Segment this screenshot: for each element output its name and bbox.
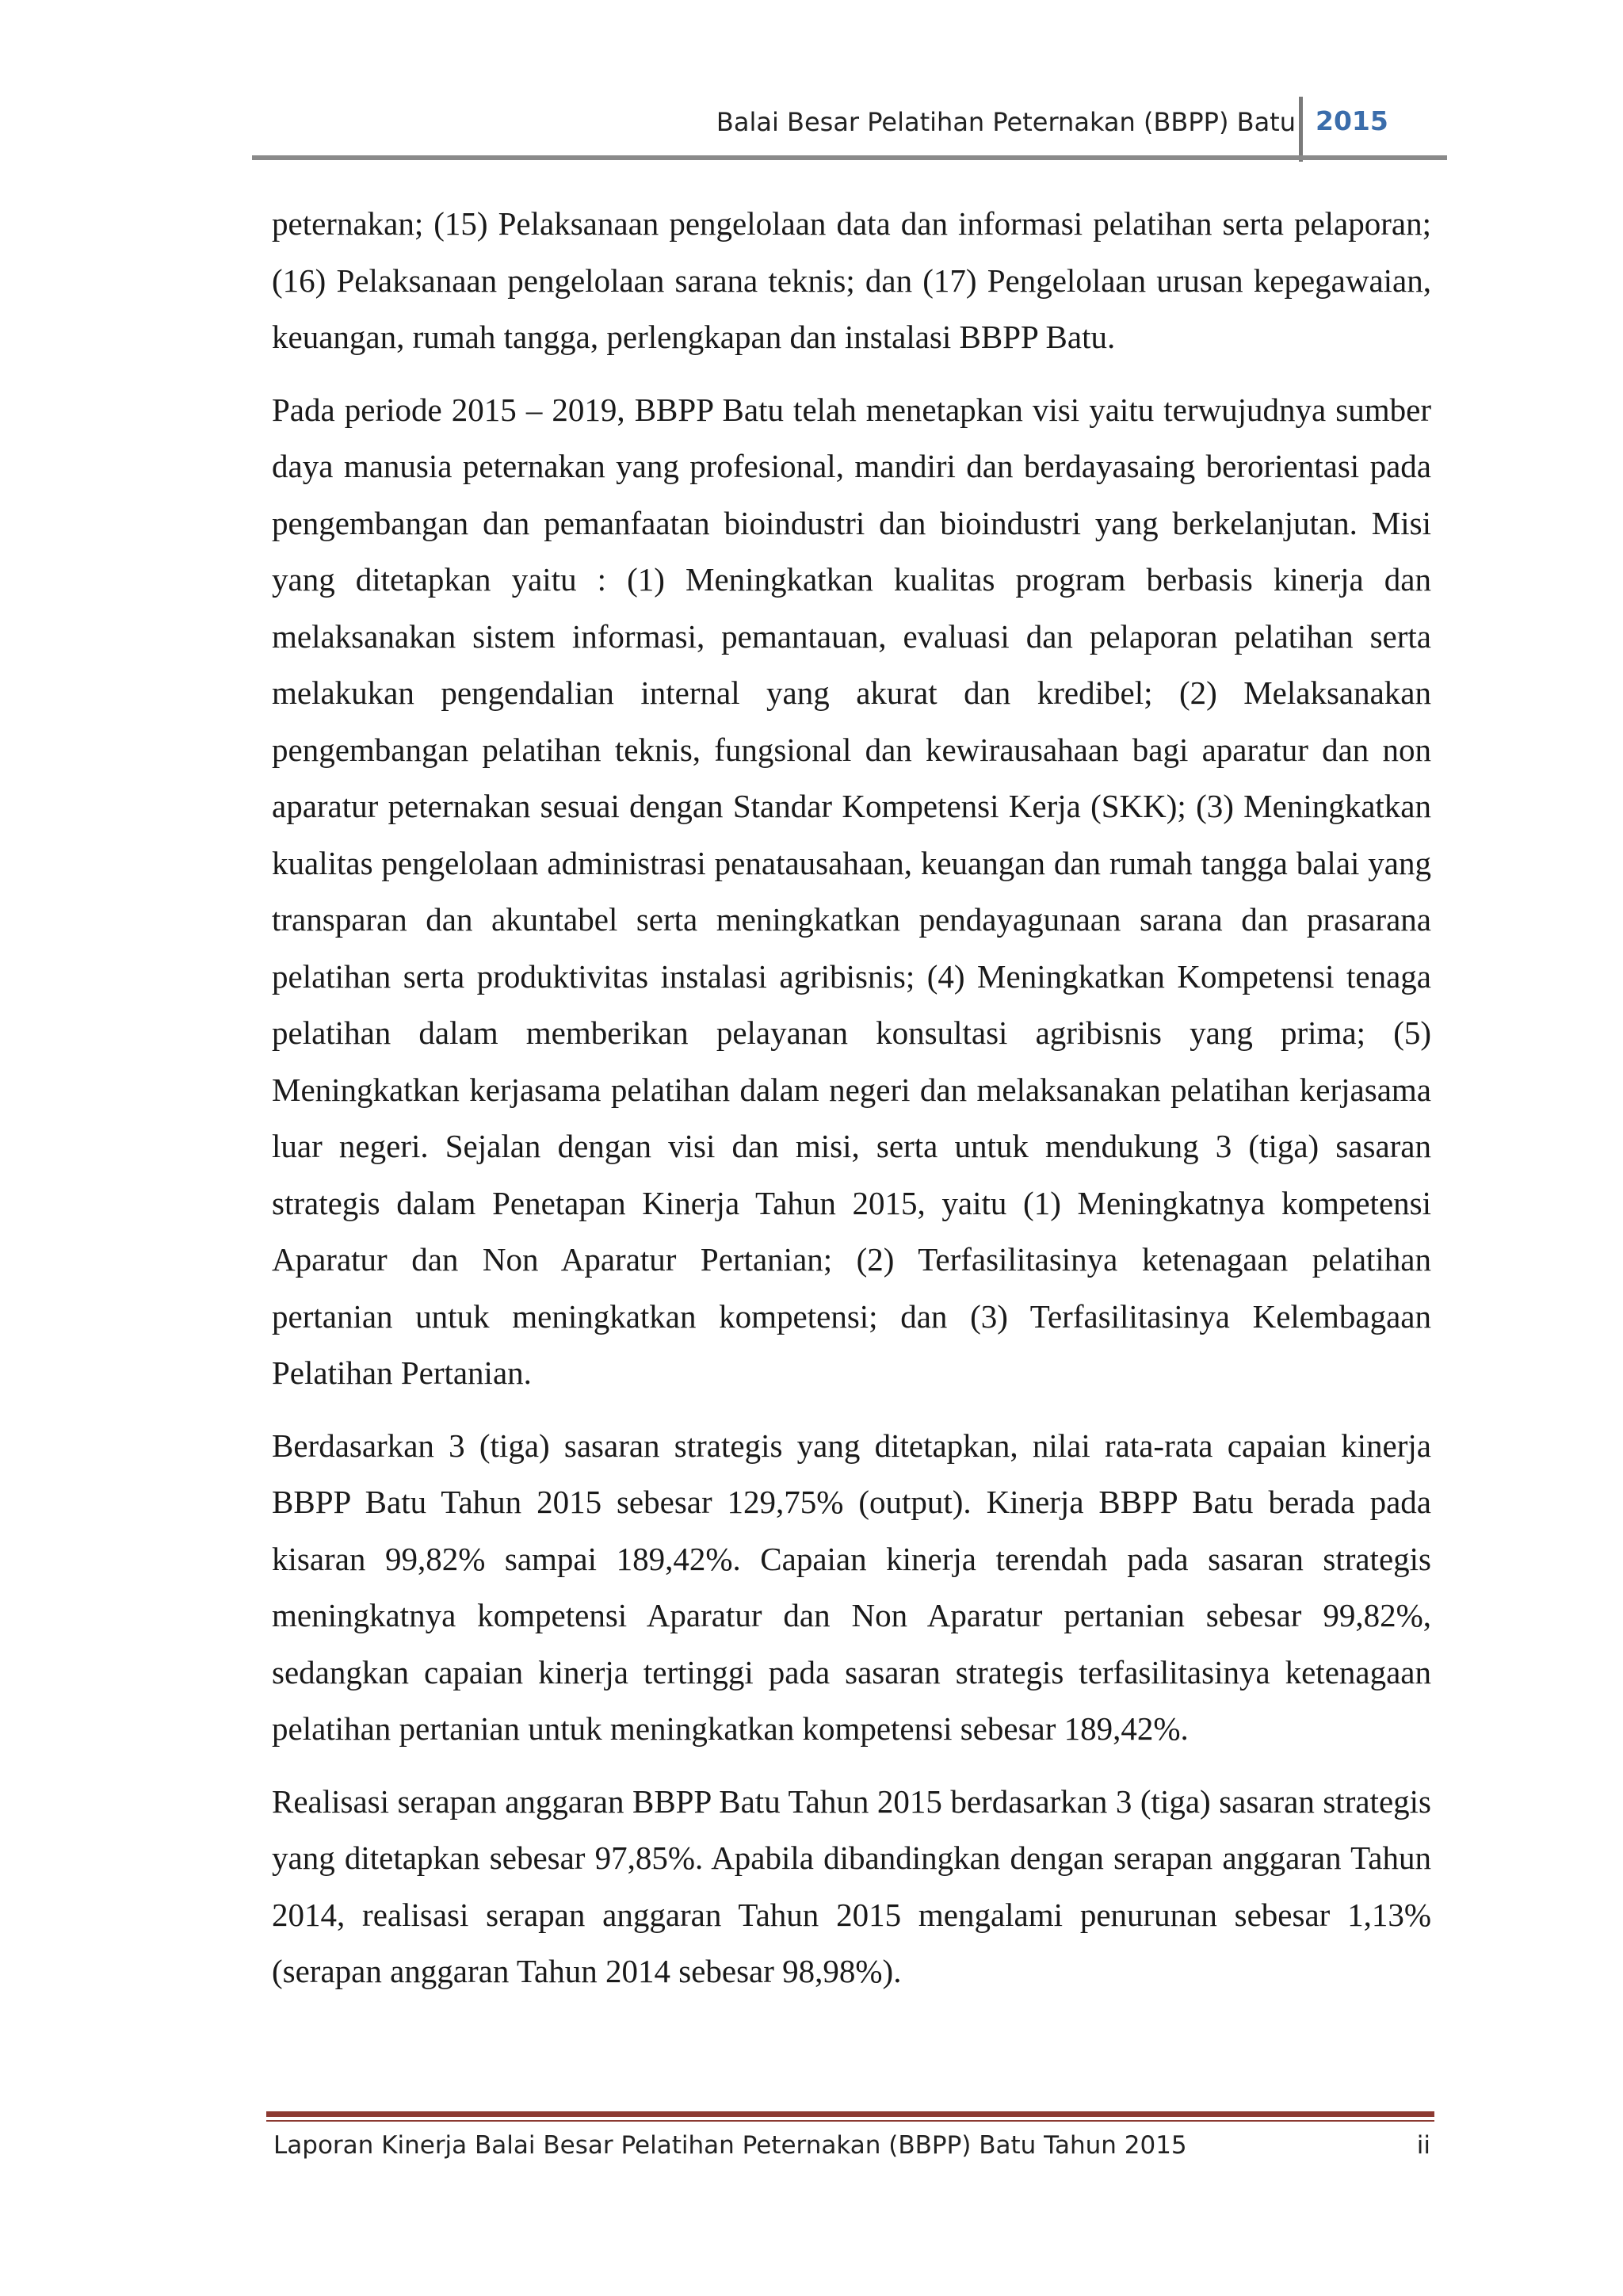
paragraph-3: Berdasarkan 3 (tiga) sasaran strategis yang ditetapkan, nilai rata-rata capaian kinerja BBPP Batu Tahun 2015 sebesar 129,75% (output). Kinerja BBPP Batu berada pada kisaran 99,82% sampai 189,42%. Capaian kinerja terendah pada sasaran strategis meningkatnya kompetensi Aparatur dan Non Aparatur pertanian sebesar 99,82%, sedangkan capaian kinerja tertinggi pada sasaran strategis terfasilitasinya ketenagaan pelatihan pertanian untuk meningkatkan kompetensi sebesar 189,42%.	[272, 1427, 1431, 1747]
header-title: Balai Besar Pelatihan Peternakan (BBPP) Batu	[716, 107, 1296, 137]
paragraph-1: peternakan; (15) Pelaksanaan pengelolaan data dan informasi pelatihan serta pelaporan; (16) Pelaksanaan pengelolaan sarana teknis; dan (17) Pengelolaan urusan kepegawaian, keuangan, rumah tangga, perlengkapan dan instalasi BBPP Batu.	[272, 205, 1431, 355]
footer-rule-thin	[266, 2120, 1434, 2122]
footer-rule	[266, 2111, 1434, 2117]
page-number: ii	[1416, 2131, 1430, 2160]
paragraph-2: Pada periode 2015 – 2019, BBPP Batu telah menetapkan visi yaitu terwujudnya sumber daya manusia peternakan yang profesional, mandiri dan berdayasaing berorientasi pada pengembangan dan pemanfaatan bioindustri dan bioindustri yang berkelanjutan. Misi yang ditetapkan yaitu : (1) Meningkatkan kualitas program berbasis kinerja dan melaksanakan sistem informasi, pemantauan, evaluasi dan pelaporan pelatihan serta melakukan pengendalian internal yang akurat dan kredibel; (2) Melaksanakan pengembangan pelatihan teknis, fungsional dan kewirausahaan bagi aparatur dan non aparatur peternakan sesuai dengan Standar Kompetensi Kerja (SKK); (3) Meningkatkan kualitas pengelolaan administrasi penatausahaan, keuangan dan rumah tangga balai yang transparan dan akuntabel serta meningkatkan pendayagunaan sarana dan prasarana pelatihan serta produktivitas instalasi agribisnis; (4) Meningkatkan Kompetensi tenaga pelatihan dalam memberikan pelayanan konsultasi agribisnis yang prima; (5) Meningkatkan kerjasama pelatihan dalam negeri dan melaksanakan pelatihan kerjasama luar negeri. Sejalan dengan visi dan misi, serta untuk mendukung 3 (tiga) sasaran strategis dalam Penetapan Kinerja Tahun 2015, yaitu (1) Meningkatnya kompetensi Aparatur dan Non Aparatur Pertanian; (2) Terfasilitasinya ketenagaan pelatihan pertanian untuk meningkatkan kompetensi; dan (3) Terfasilitasinya Kelembagaan Pelatihan Pertanian.	[272, 391, 1431, 1391]
paragraph-4: Realisasi serapan anggaran BBPP Batu Tahun 2015 berdasarkan 3 (tiga) sasaran strategis yang ditetapkan sebesar 97,85%. Apabila dibandingkan dengan serapan anggaran Tahun 2014, realisasi serapan anggaran Tahun 2015 mengalami penurunan sebesar 1,13% (serapan anggaran Tahun 2014 sebesar 98,98%).	[272, 1782, 1431, 1989]
header-rule	[252, 155, 1447, 160]
body-text	[272, 196, 1431, 2016]
header-year: 2015	[1316, 105, 1388, 136]
header-divider	[1299, 97, 1303, 162]
footer-text: Laporan Kinerja Balai Besar Pelatihan Peternakan (BBPP) Batu Tahun 2015	[273, 2131, 1187, 2160]
